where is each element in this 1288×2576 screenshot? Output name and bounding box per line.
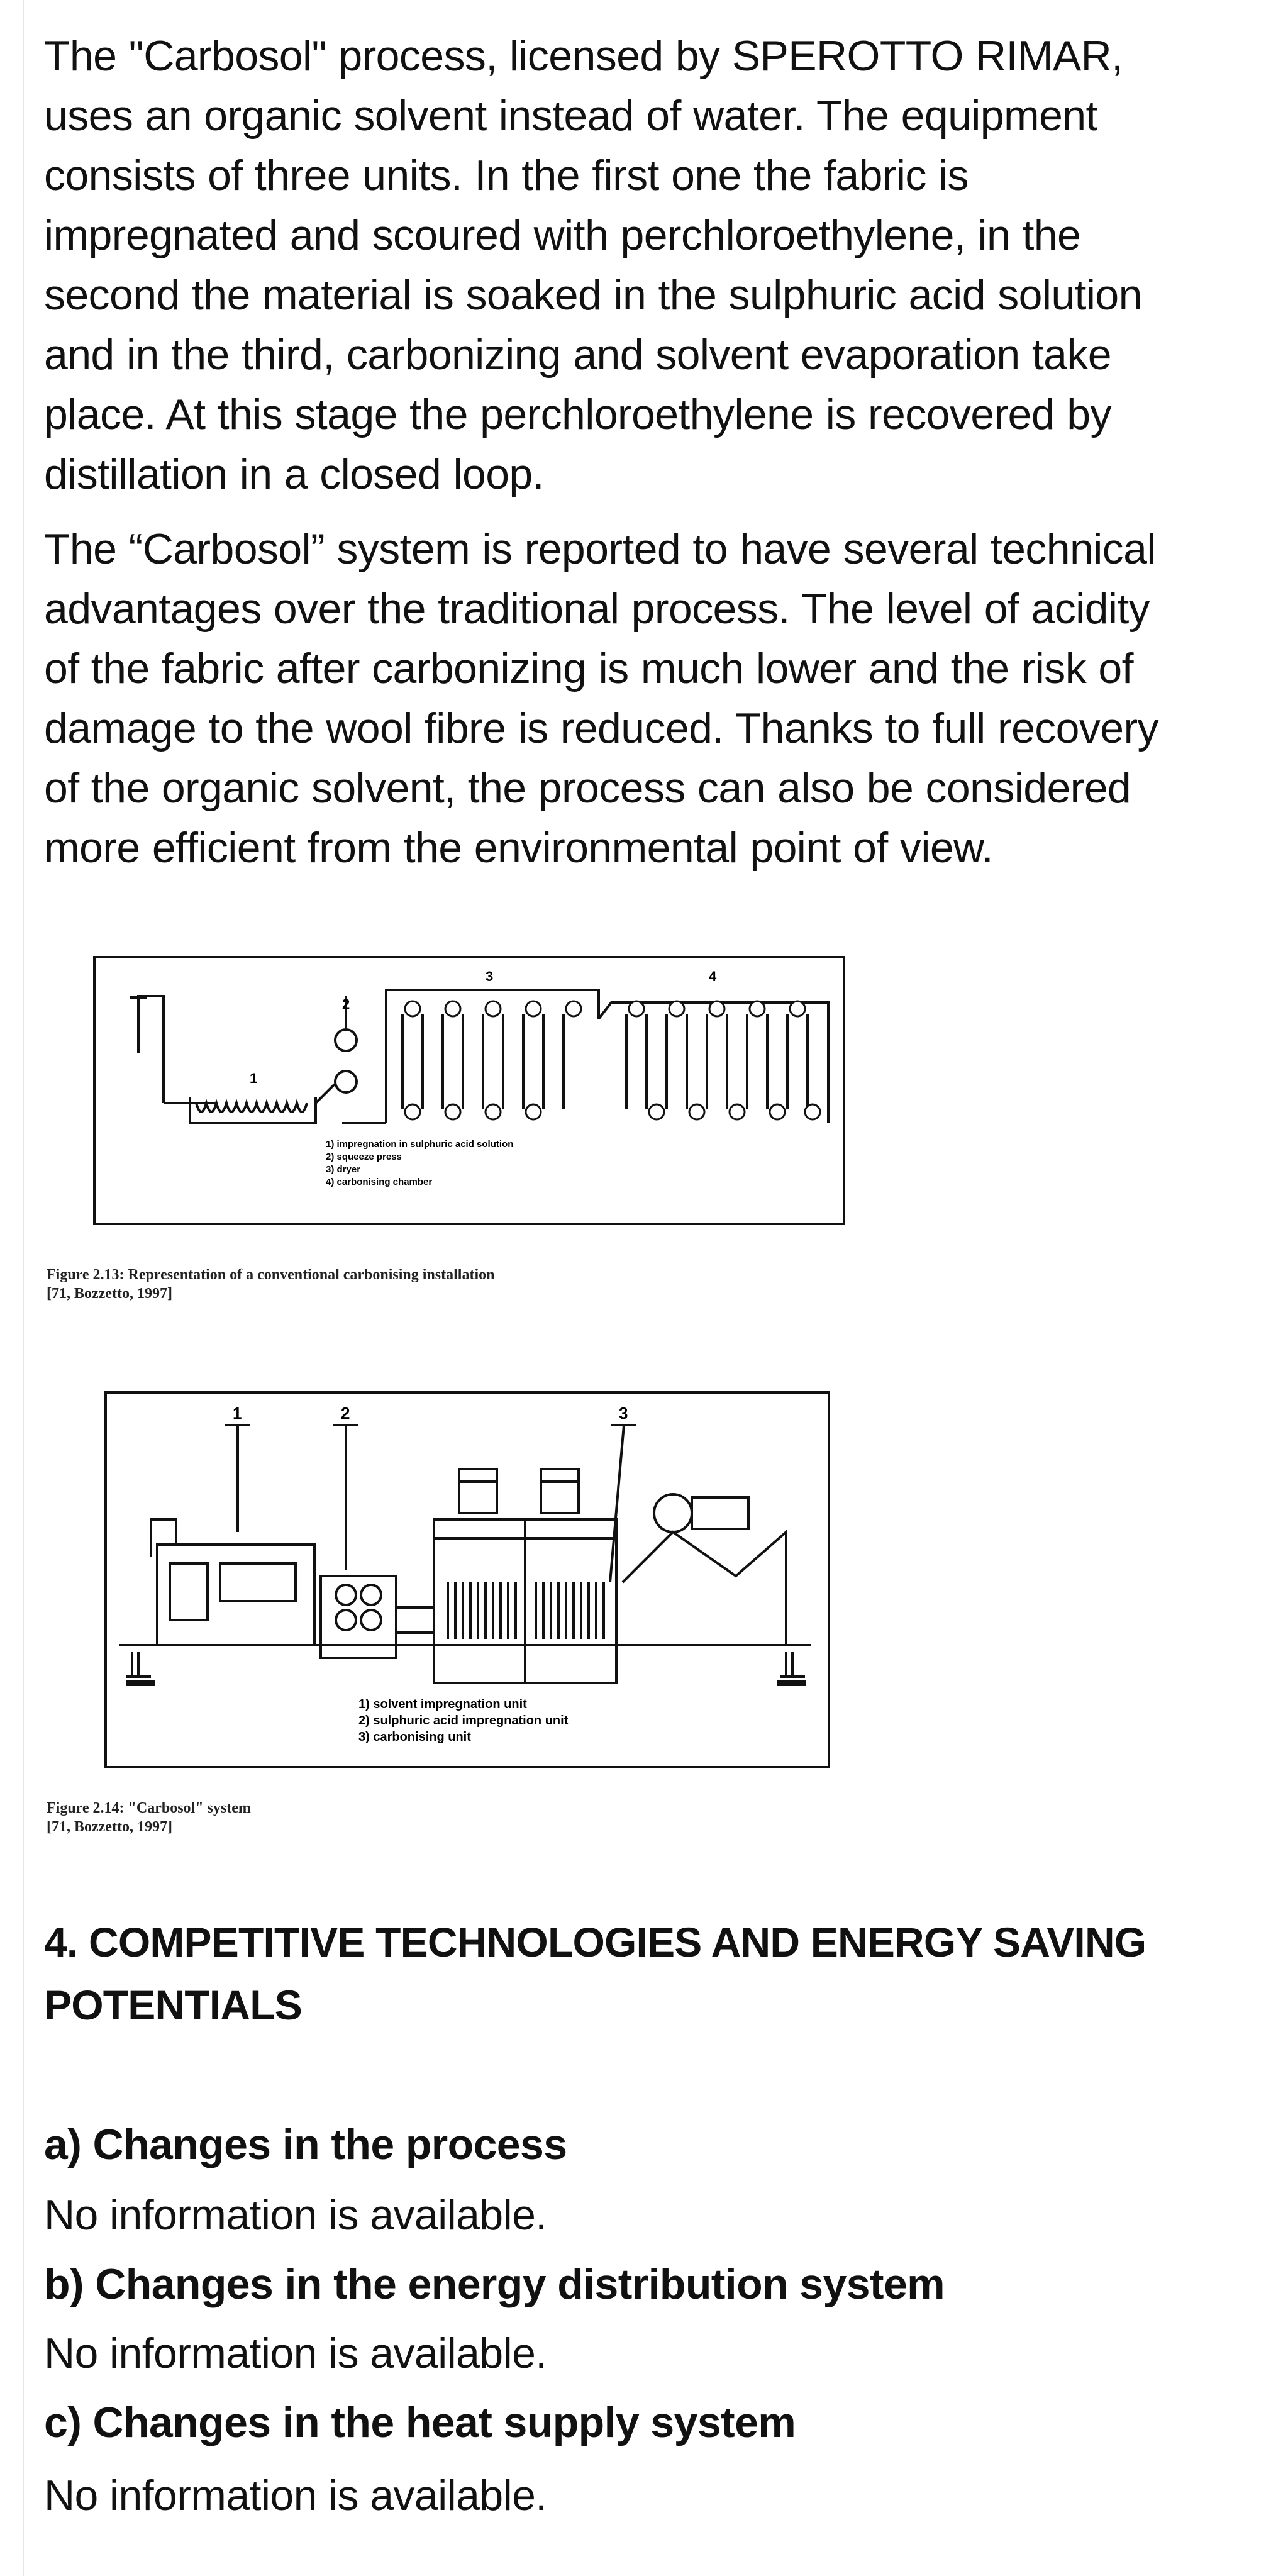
text-line: consists of three units. In the first one the fabric is	[44, 152, 969, 199]
legend-line: 1) impregnation in sulphuric acid solution	[326, 1139, 514, 1150]
text-line: second the material is soaked in the sulphuric acid solution	[44, 271, 1142, 319]
legend-line: 3) carbonising unit	[358, 1730, 471, 1744]
heading-line: 4. COMPETITIVE TECHNOLOGIES AND ENERGY SAVING	[44, 1919, 1146, 1965]
legend-line: 1) solvent impregnation unit	[358, 1697, 527, 1711]
figure-label-4: 4	[709, 969, 717, 984]
subsection-body-energy-distribution: No information is available.	[44, 2329, 547, 2377]
figure-conventional-carbonising	[93, 956, 845, 1225]
paragraph-carbosol-advantages	[44, 519, 1277, 878]
paragraph-carbosol-process	[44, 26, 1277, 504]
legend-line: 3) dryer	[326, 1164, 361, 1175]
figure-label-3: 3	[619, 1404, 628, 1423]
subsection-title-energy-distribution: b) Changes in the energy distribution system	[44, 2260, 945, 2308]
text-line: impregnated and scoured with perchloroethylene, in the	[44, 211, 1081, 259]
figure-label-2: 2	[342, 996, 350, 1012]
text-line: damage to the wool fibre is reduced. Thanks to full recovery	[44, 704, 1158, 752]
figure-2-13-caption	[47, 1265, 494, 1303]
figure-diagram-1	[96, 958, 843, 1223]
text-line: The "Carbosol" process, licensed by SPEROTTO RIMAR,	[44, 32, 1123, 80]
subsection-title-process: a) Changes in the process	[44, 2121, 567, 2168]
text-line: and in the third, carbonizing and solvent evaporation take	[44, 331, 1112, 379]
legend-line: 2) squeeze press	[326, 1152, 402, 1162]
carbonising-hatching	[126, 1582, 806, 1686]
caption-title: Figure 2.13: Representation of a conventional carbonising installation	[47, 1267, 495, 1283]
text-line: distillation in a closed loop.	[44, 450, 544, 498]
legend-line: 4) carbonising chamber	[326, 1177, 433, 1187]
figure-carbosol-system	[104, 1391, 830, 1768]
text-line: of the fabric after carbonizing is much lower and the risk of	[44, 645, 1133, 692]
text-line: place. At this stage the perchloroethylene is recovered by	[44, 391, 1111, 438]
figure-label-2: 2	[341, 1404, 350, 1423]
text-line: more efficient from the environmental point of view.	[44, 824, 994, 872]
subsection-title-heat-supply: c) Changes in the heat supply system	[44, 2399, 796, 2446]
text-line: The “Carbosol” system is reported to have several technical	[44, 525, 1156, 573]
text-line: of the organic solvent, the process can also be considered	[44, 764, 1131, 812]
figure-label-3: 3	[486, 969, 494, 984]
figure-label-1: 1	[250, 1070, 258, 1086]
figure-diagram-2	[107, 1394, 828, 1766]
text-line: uses an organic solvent instead of water. The equipment	[44, 92, 1097, 140]
heading-line: POTENTIALS	[44, 1982, 303, 2028]
subsection-body-process: No information is available.	[44, 2191, 547, 2239]
subsection-body-heat-supply: No information is available.	[44, 2472, 547, 2519]
figure-2-14-caption	[47, 1799, 251, 1836]
page-left-border	[23, 0, 24, 2576]
caption-reference: [71, Bozzetto, 1997]	[47, 1819, 172, 1835]
caption-reference: [71, Bozzetto, 1997]	[47, 1285, 172, 1302]
dryer-festoon	[402, 1014, 808, 1109]
section-heading	[44, 1911, 1277, 2036]
figure-label-1: 1	[233, 1404, 242, 1423]
text-line: advantages over the traditional process. The level of acidity	[44, 585, 1150, 633]
caption-title: Figure 2.14: "Carbosol" system	[47, 1800, 251, 1816]
legend-line: 2) sulphuric acid impregnation unit	[358, 1714, 569, 1728]
